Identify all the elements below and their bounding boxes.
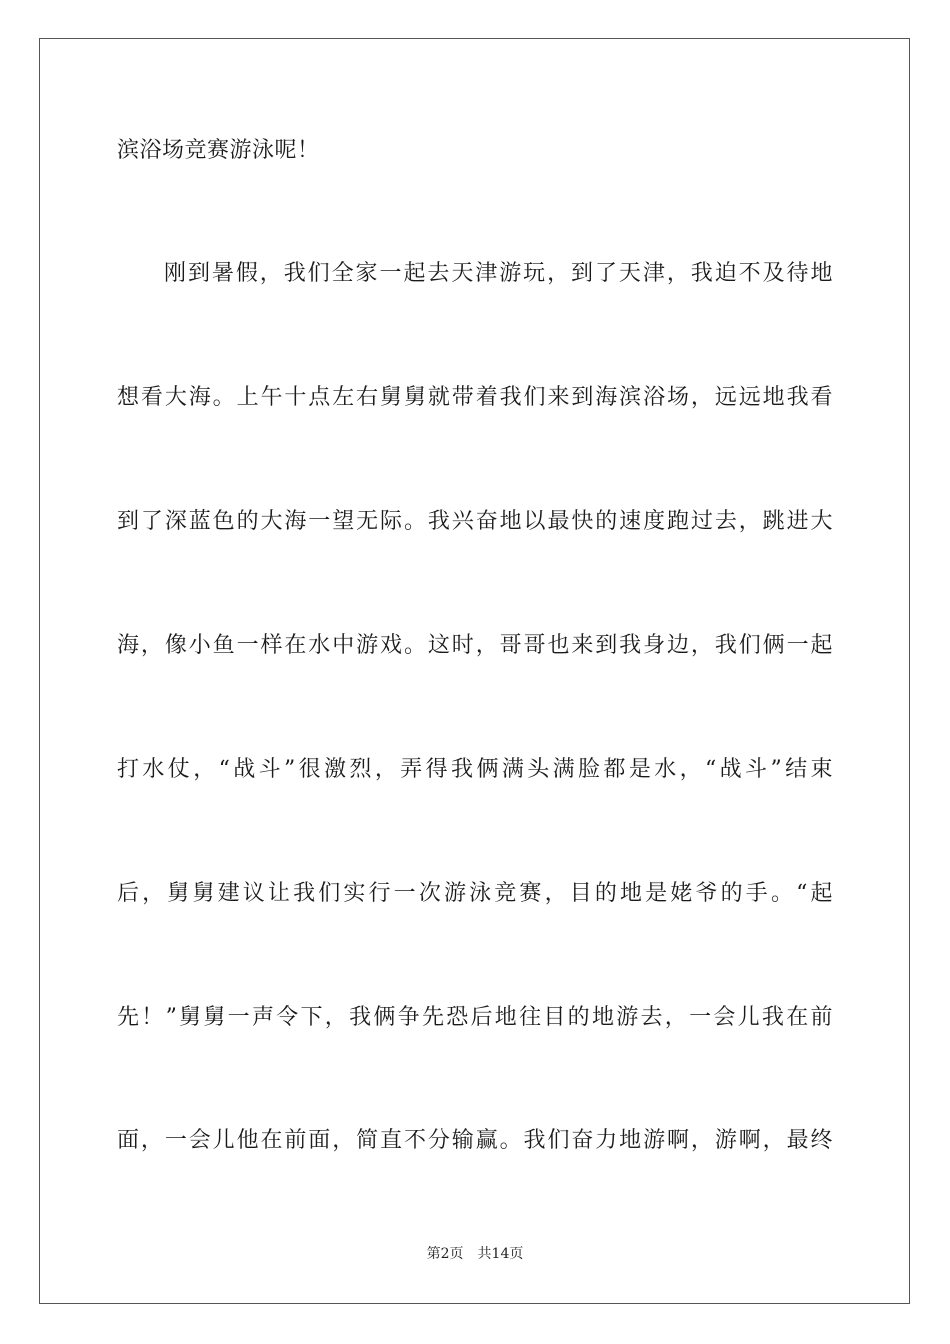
text-line: 想看大海。上午十点左右舅舅就带着我们来到海滨浴场，远远地我看: [117, 385, 833, 410]
text-line: 面，一会儿他在前面，简直不分输赢。我们奋力地游啊，游啊，最终: [117, 1128, 833, 1153]
text-line: 到了深蓝色的大海一望无际。我兴奋地以最快的速度跑过去，跳进大: [117, 509, 833, 534]
paragraph-first-line: 刚到暑假，我们全家一起去天津游玩，到了天津，我迫不及待地: [164, 261, 833, 286]
page-number: 第2页: [426, 1246, 464, 1262]
text-line: 打水仗，“战斗”很激烈，弄得我俩满头满脸都是水，“战斗”结束: [117, 757, 833, 782]
text-line: 后，舅舅建议让我们实行一次游泳竞赛，目的地是姥爷的手。“起: [117, 881, 833, 906]
page-footer: [0, 1244, 950, 1264]
text-line: 滨浴场竞赛游泳呢！: [117, 138, 320, 163]
page-border: [39, 38, 910, 1304]
total-pages: 共14页: [477, 1246, 524, 1262]
text-line: 海，像小鱼一样在水中游戏。这时，哥哥也来到我身边，我们俩一起: [117, 633, 833, 658]
text-line: 先！”舅舅一声令下，我俩争先恐后地往目的地游去，一会儿我在前: [117, 1005, 833, 1030]
